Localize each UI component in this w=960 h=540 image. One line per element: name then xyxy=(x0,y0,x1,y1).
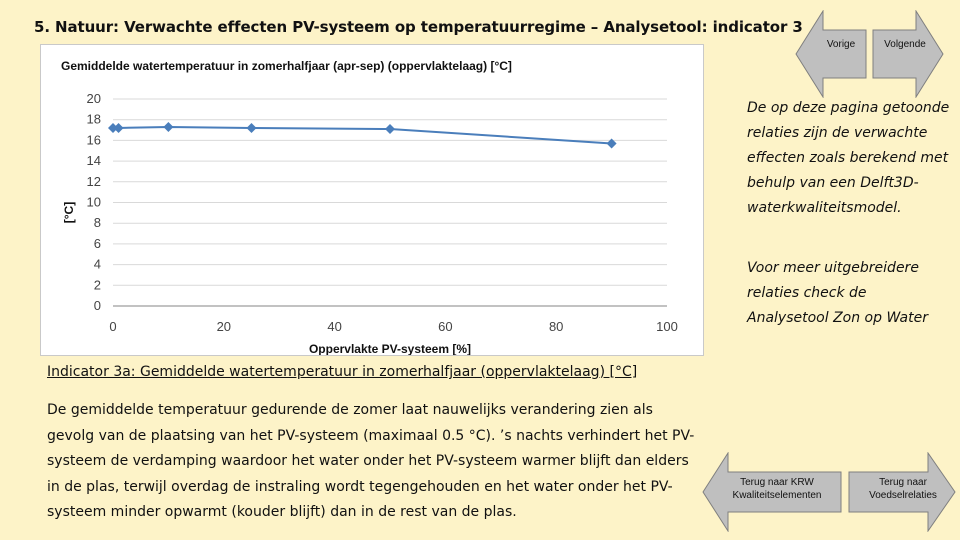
x-tick-label: 100 xyxy=(656,319,678,334)
side-paragraph-analysetool: Voor meer uitgebreidere relaties check de Analysetool Zon op Water xyxy=(747,260,928,326)
x-tick-label: 20 xyxy=(216,319,232,334)
x-tick-label: 80 xyxy=(548,319,564,334)
indicator-label: Indicator 3a: Gemiddelde watertemperatuur in zomerhalfjaar (oppervlaktelaag) [°C] xyxy=(47,364,638,380)
y-tick-label: 10 xyxy=(86,194,101,210)
x-tick-label: 60 xyxy=(438,319,453,334)
y-tick-label: 20 xyxy=(86,91,101,106)
description-text: De gemiddelde temperatuur gedurende de zomer laat nauwelijks verandering zien als gevolg van de plaatsing van het PV-systeem (maximaal 0.5 °C). ’s nachts verhindert het PV-systeem de verdamping waardoor het water onder het PV-systeem warmer blijft dan elders in de plas, terwijl overdag de instraling wordt tegengehouden en het water onder het PV-systeem minder opwarmt (kouder blijft) dan in de rest van de plas. xyxy=(47,402,695,520)
data-point xyxy=(247,123,257,133)
back-krw-button[interactable] xyxy=(702,452,842,532)
series-line xyxy=(113,127,612,144)
next-label: Volgende xyxy=(884,39,926,50)
y-tick-label: 14 xyxy=(86,153,101,169)
data-point xyxy=(163,122,173,132)
y-tick-label: 0 xyxy=(93,298,101,313)
page-title: 5. Natuur: Verwachte effecten PV-systeem op temperatuurregime – Analysetool: indicator 3 xyxy=(34,18,803,36)
chart-plot xyxy=(41,45,703,355)
back-voedsel-button[interactable] xyxy=(848,452,956,532)
next-button[interactable] xyxy=(872,10,944,98)
chart xyxy=(40,44,704,356)
y-tick-label: 16 xyxy=(86,132,101,148)
x-tick-label: 0 xyxy=(109,319,117,334)
y-tick-label: 12 xyxy=(86,173,101,189)
y-axis-label: [°C] xyxy=(62,201,76,224)
data-point xyxy=(114,123,124,133)
chart-title: Gemiddelde watertemperatuur in zomerhalfjaar (apr-sep) (oppervlaktelaag) [°C] xyxy=(61,59,512,73)
back-krw-label: Terug naar KRW Kwaliteitselementen xyxy=(732,477,822,501)
y-tick-label: 6 xyxy=(93,235,101,251)
y-tick-label: 4 xyxy=(93,256,101,272)
data-point xyxy=(385,124,395,134)
y-tick-label: 18 xyxy=(86,111,101,127)
x-tick-label: 40 xyxy=(327,319,342,334)
prev-label: Vorige xyxy=(826,39,856,50)
y-tick-label: 2 xyxy=(93,277,101,293)
prev-button[interactable] xyxy=(795,10,867,98)
side-paragraph-model: De op deze pagina getoonde relaties zijn de verwachte effecten zoals berekend met behulp van een Delft3D-waterkwaliteitsmodel. xyxy=(747,100,950,216)
back-voedsel-label: Terug naar Voedselrelaties xyxy=(869,477,937,501)
x-axis-label: Oppervlakte PV-systeem [%] xyxy=(308,342,472,355)
y-tick-label: 8 xyxy=(93,215,101,231)
